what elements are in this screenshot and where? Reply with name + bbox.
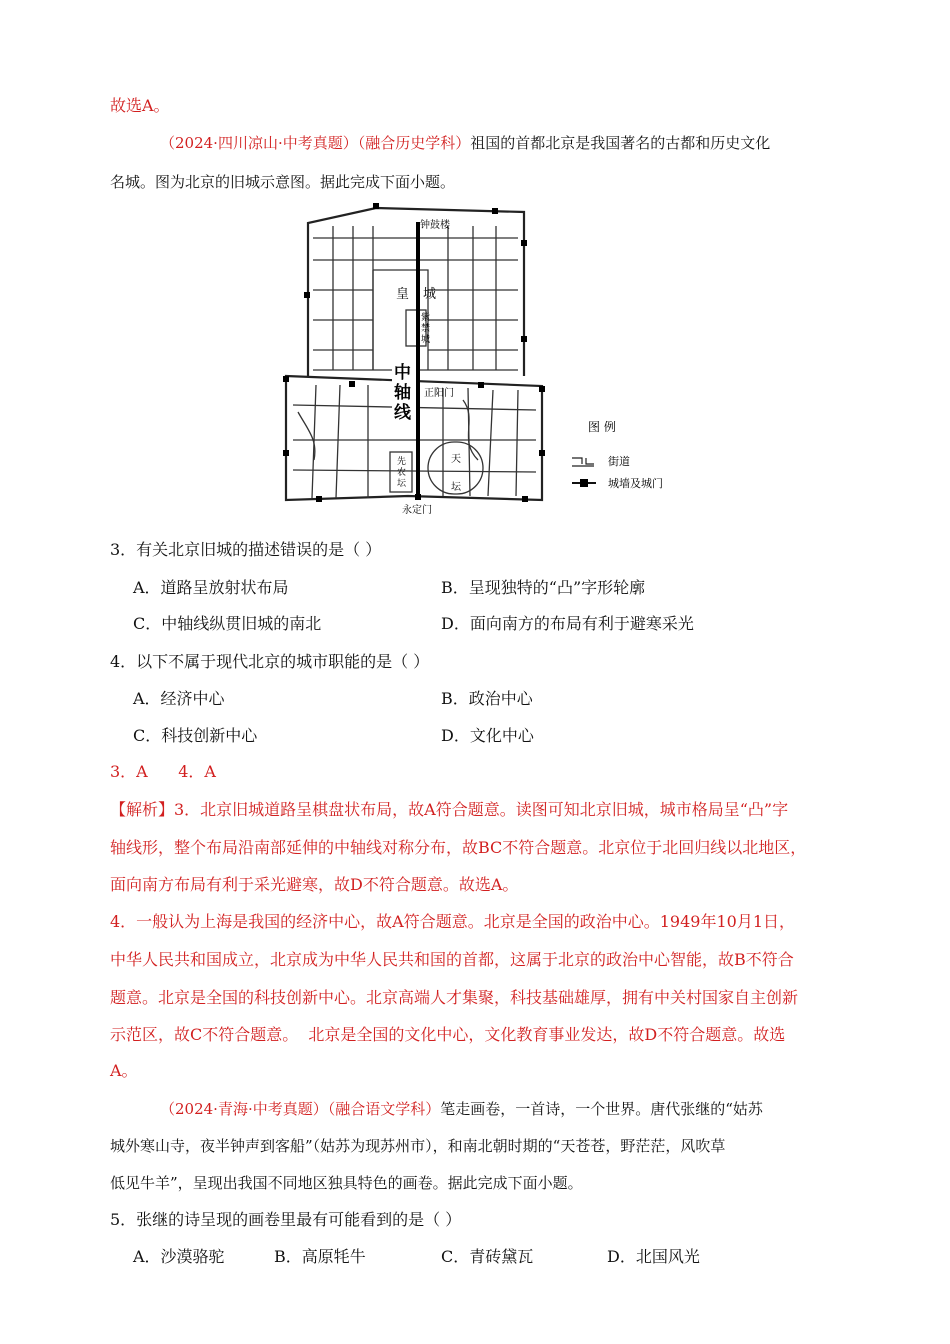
q4-option-d: D．文化中心 — [441, 726, 534, 745]
legend-title: 图 例 — [588, 420, 616, 434]
analysis-line: 示范区，故C不符合题意。 北京是全国的文化中心，文化教育事业发达，故D不符合题意。故选 — [110, 1025, 786, 1044]
answers-3-4: 3．A 4．A — [110, 762, 216, 781]
label-forbidden-3: 城 — [421, 335, 431, 345]
question-intro-2 — [160, 1099, 763, 1119]
q3-option-d: D．面向南方的布局有利于避寒采光 — [441, 614, 694, 633]
analysis-line: A。 — [110, 1061, 138, 1080]
label-tiantan-1: 天 — [451, 454, 461, 465]
label-imperial-1: 皇 — [396, 287, 410, 302]
analysis-line: 题意。北京是全国的科技创新中心。北京高端人才集聚，科技基础雄厚，拥有中关村国家自主创新 — [110, 988, 799, 1007]
label-yongding: 永定门 — [402, 505, 432, 516]
beijing-old-city-map — [278, 200, 690, 520]
source-tag: （2024·青海·中考真题）（融合语文学科） — [160, 1100, 441, 1118]
q5-option-d: D．北国风光 — [607, 1247, 700, 1266]
legend-street: 街道 — [608, 455, 630, 468]
previous-answer: 故选A。 — [110, 96, 170, 115]
label-axis-2: 轴 — [394, 383, 411, 403]
question-3-stem: 3．有关北京旧城的描述错误的是（ ） — [110, 540, 382, 559]
question-4-stem: 4．以下不属于现代北京的城市职能的是（ ） — [110, 652, 430, 671]
label-forbidden-1: 紫 — [421, 313, 431, 323]
label-axis-3: 线 — [394, 403, 411, 423]
label-xiannong-1: 先 — [397, 457, 407, 467]
intro-text-cont: 名城。图为北京的旧城示意图。据此完成下面小题。 — [110, 173, 456, 191]
label-xiannong-3: 坛 — [397, 479, 407, 489]
label-forbidden-2: 禁 — [421, 324, 431, 334]
label-axis-1: 中 — [394, 363, 411, 383]
street-legend-icon — [572, 458, 594, 466]
source-tag: （2024·四川凉山·中考真题）（融合历史学科） — [160, 134, 471, 152]
q5-option-b: B．高原牦牛 — [274, 1247, 366, 1266]
label-xiannong-2: 农 — [397, 468, 407, 478]
q4-option-a: A．经济中心 — [133, 689, 225, 708]
question-5-stem: 5．张继的诗呈现的画卷里最有可能看到的是（ ） — [110, 1210, 462, 1229]
q5-option-a: A．沙漠骆驼 — [133, 1247, 225, 1266]
intro-text: 笔走画卷，一首诗，一个世界。唐代张继的“姑苏 — [440, 1100, 763, 1118]
q4-option-b: B．政治中心 — [441, 689, 533, 708]
q5-option-c: C．青砖黛瓦 — [441, 1247, 534, 1266]
label-zhengyang: 正阳门 — [424, 388, 454, 399]
q3-option-c: C．中轴线纵贯旧城的南北 — [133, 614, 322, 633]
analysis-line: 4．一般认为上海是我国的经济中心，故A符合题意。北京是全国的政治中心。1949年10月1日， — [110, 912, 795, 931]
analysis-line: 中华人民共和国成立，北京成为中华人民共和国的首都，这属于北京的政治中心智能，故B不符合 — [110, 950, 794, 969]
q3-option-a: A．道路呈放射状布局 — [133, 578, 289, 597]
legend-wall: 城墙及城门 — [608, 477, 663, 490]
analysis-line: 面向南方布局有利于采光避寒，故D不符合题意。故选A。 — [110, 875, 519, 894]
label-imperial-2: 城 — [423, 287, 437, 302]
label-tiantan-2: 坛 — [451, 482, 461, 493]
label-bell-drum: 钟鼓楼 — [420, 220, 450, 231]
q4-option-c: C．科技创新中心 — [133, 726, 258, 745]
q3-option-b: B．呈现独特的“凸”字形轮廓 — [441, 578, 646, 597]
intro-text-cont: 城外寒山寺，夜半钟声到客船”（姑苏为现苏州市），和南北朝时期的“天苍苍，野茫茫，风吹草 — [110, 1137, 726, 1155]
analysis-line: 轴线形，整个布局沿南部延伸的中轴线对称分布，故BC不符合题意。北京位于北回归线以北地区， — [110, 838, 807, 857]
question-intro-1 — [160, 133, 770, 153]
intro-text: 祖国的首都北京是我国著名的古都和历史文化 — [470, 134, 771, 152]
analysis-line: 【解析】3．北京旧城道路呈棋盘状布局，故A符合题意。读图可知北京旧城，城市格局呈“凸”字 — [110, 800, 789, 819]
intro-text-cont: 低见牛羊”，呈现出我国不同地区独具特色的画卷。据此完成下面小题。 — [110, 1174, 583, 1192]
